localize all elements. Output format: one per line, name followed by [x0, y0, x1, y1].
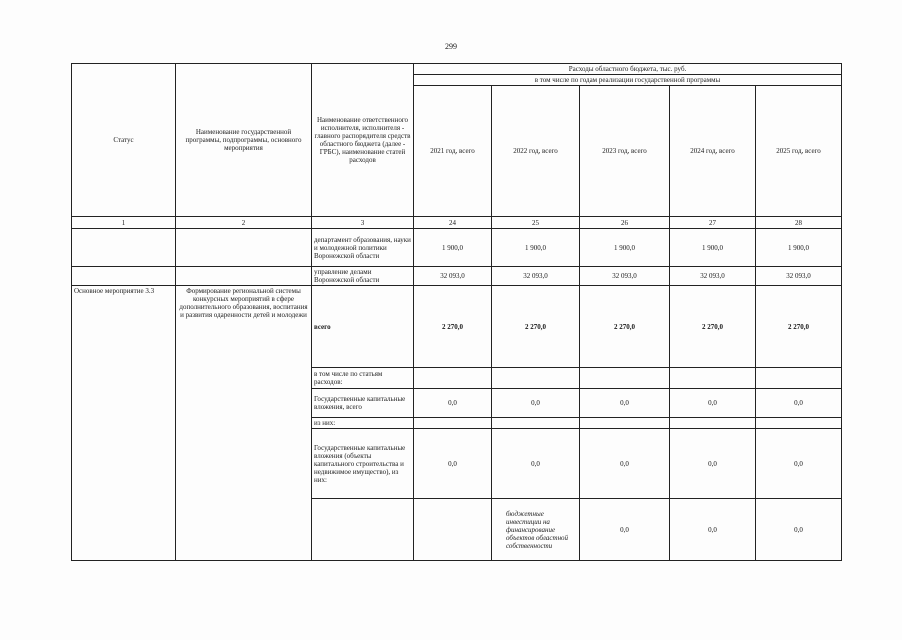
- table-row: [72, 267, 842, 286]
- value-cell: 0,0: [670, 499, 756, 561]
- value-cell: 2 270,0: [756, 286, 842, 368]
- program-cell: Формирование региональной системы конкурсных мероприятий в сфере дополнительного образования, воспитания и развития одаренности детей и молодежи: [176, 286, 312, 561]
- value-cell: [492, 418, 580, 429]
- value-cell: [670, 418, 756, 429]
- value-cell: 1 900,0: [492, 229, 580, 267]
- executor-cell: департамент образования, науки и молодежной политики Воронежской области: [312, 229, 414, 267]
- column-number: 26: [580, 217, 670, 229]
- value-cell: 0,0: [414, 429, 492, 499]
- value-cell: 1 900,0: [414, 229, 492, 267]
- status-header: Статус: [72, 64, 176, 217]
- page-number: 299: [445, 42, 457, 51]
- value-cell: 1 900,0: [580, 229, 670, 267]
- expenses-header: Расходы областного бюджета, тыс. руб.: [414, 64, 842, 75]
- executor-cell: бюджетные инвестиции на финансирование объектов областной собственности: [492, 499, 580, 561]
- status-cell: [72, 229, 176, 267]
- program-cell: [176, 267, 312, 286]
- executor-cell: Государственные капитальные вложения, всего: [312, 389, 414, 418]
- value-cell: [580, 368, 670, 389]
- column-number: 2: [176, 217, 312, 229]
- column-number-row: [72, 217, 842, 229]
- executor-header: Наименование ответственного исполнителя, исполнителя - главного распорядителя средств областного бюджета (далее - ГРБС), наименование статей расходов: [312, 64, 414, 217]
- value-cell: [414, 418, 492, 429]
- executor-cell: Государственные капитальные вложения (объекты капитального строительства и недвижимое имущество), из них:: [312, 429, 414, 499]
- executor-cell: из них:: [312, 418, 414, 429]
- value-cell: [756, 418, 842, 429]
- value-cell: 0,0: [756, 499, 842, 561]
- value-cell: 1 900,0: [756, 229, 842, 267]
- column-number: 1: [72, 217, 176, 229]
- column-number: 25: [492, 217, 580, 229]
- value-cell: 32 093,0: [756, 267, 842, 286]
- value-cell: [580, 418, 670, 429]
- year-header-2023: 2023 год, всего: [580, 86, 670, 217]
- status-cell: Основное мероприятие 3.3: [72, 286, 176, 561]
- value-cell: 2 270,0: [580, 286, 670, 368]
- program-cell: [414, 499, 492, 561]
- status-cell: [72, 267, 176, 286]
- table-row: [72, 286, 842, 368]
- table-row: [72, 229, 842, 267]
- value-cell: 32 093,0: [492, 267, 580, 286]
- value-cell: 0,0: [492, 389, 580, 418]
- value-cell: 0,0: [756, 389, 842, 418]
- value-cell: 0,0: [492, 429, 580, 499]
- by-years-header: в том числе по годам реализации государственной программы: [414, 75, 842, 86]
- year-header-2024: 2024 год, всего: [670, 86, 756, 217]
- value-cell: 32 093,0: [414, 267, 492, 286]
- column-number: 3: [312, 217, 414, 229]
- year-header-2025: 2025 год, всего: [756, 86, 842, 217]
- value-cell: 0,0: [580, 429, 670, 499]
- executor-cell: управление делами Воронежской области: [312, 267, 414, 286]
- value-cell: 2 270,0: [670, 286, 756, 368]
- value-cell: [414, 368, 492, 389]
- value-cell: [492, 368, 580, 389]
- program-cell: [176, 229, 312, 267]
- value-cell: 0,0: [756, 429, 842, 499]
- column-number: 28: [756, 217, 842, 229]
- value-cell: 2 270,0: [492, 286, 580, 368]
- program-name-header: Наименование государственной программы, подпрограммы, основного мероприятия: [176, 64, 312, 217]
- value-cell: 0,0: [414, 389, 492, 418]
- value-cell: 1 900,0: [670, 229, 756, 267]
- value-cell: 32 093,0: [580, 267, 670, 286]
- value-cell: 0,0: [580, 499, 670, 561]
- year-header-2022: 2022 год, всего: [492, 86, 580, 217]
- value-cell: 2 270,0: [414, 286, 492, 368]
- column-number: 24: [414, 217, 492, 229]
- value-cell: 32 093,0: [670, 267, 756, 286]
- executor-cell: в том числе по статьям расходов:: [312, 368, 414, 389]
- value-cell: [756, 368, 842, 389]
- column-number: 27: [670, 217, 756, 229]
- status-cell: [312, 499, 414, 561]
- value-cell: [670, 368, 756, 389]
- value-cell: 0,0: [580, 389, 670, 418]
- budget-table: [71, 63, 842, 561]
- value-cell: 0,0: [670, 389, 756, 418]
- executor-cell: всего: [312, 286, 414, 368]
- value-cell: 0,0: [670, 429, 756, 499]
- year-header-2021: 2021 год, всего: [414, 86, 492, 217]
